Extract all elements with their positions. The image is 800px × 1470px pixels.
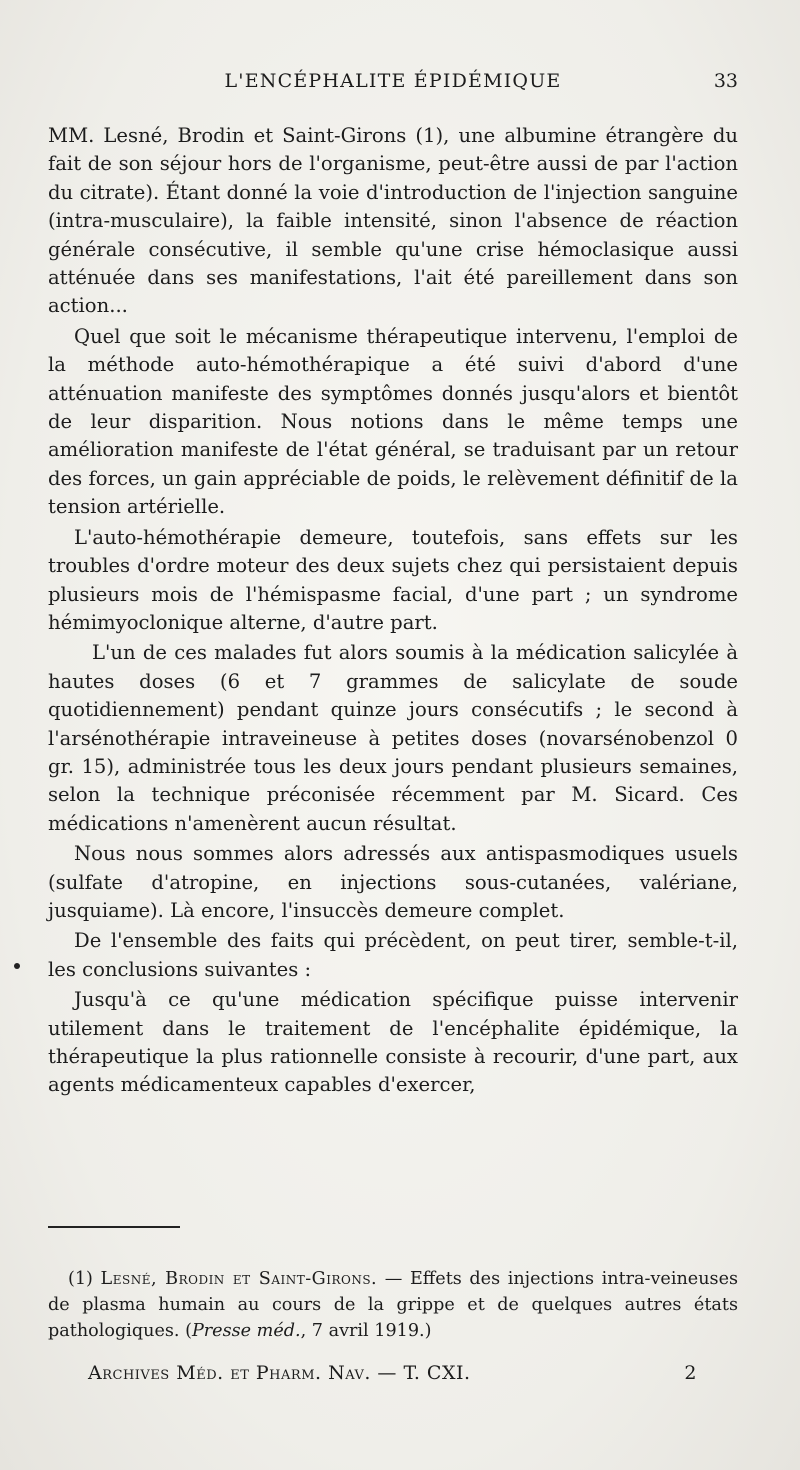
footnote-journal: Presse méd. (191, 1321, 301, 1341)
footnote-marker: (1) (68, 1269, 93, 1289)
publication-line: Archives Méd. et Pharm. Nav. — T. CXI. (88, 1362, 471, 1384)
page-number: 33 (713, 70, 738, 92)
paragraph-2: Quel que soit le mécanisme thérapeutique intervenu, l'emploi de la méthode auto-hémothérapique a été suivi d'abord d'une atténuation manifeste des symptômes donnés jusqu'alors et bientôt de leur disparition. Nous notions dans le même temps une amélioration manifeste de l'état général, se traduisant par un retour des forces, un gain appréciable de poids, le relèvement définitif de la tension artérielle. (48, 324, 738, 519)
signature-mark: 2 (684, 1362, 698, 1384)
paragraph-4: L'un de ces malades fut alors soumis à la médication salicylée à hautes doses (6 et 7 grammes de salicylate de soude quotidiennement) pendant quinze jours consécutifs ; le second à l'arsénothérapie intraveineuse à petites doses (novarsénobenzol 0 gr. 15), administrée tous les deux jours pendant plusieurs semaines, selon la technique préconisée récemment par M. Sicard. Ces médications n'amenèrent aucun résultat. (48, 641, 738, 835)
paragraph-3: L'auto-hémothérapie demeure, toutefois, sans effets sur les troubles d'ordre moteur des deux sujets chez qui persistaient depuis plusieurs mois de l'hémispasme facial, d'une part ; un syndrome hémimyoclonique alterne, d'autre part. (48, 525, 738, 634)
footnote-body: — Effets des injections intra-veineuses de plasma humain au cours de la grippe et de quelques autres états pathologiques. ( (48, 1269, 739, 1341)
footnote-text (48, 1266, 738, 1344)
footnote-date: , 7 avril 1919.) (300, 1321, 432, 1341)
running-head: L'ENCÉPHALITE ÉPIDÉMIQUE (224, 70, 562, 92)
page-header (48, 70, 738, 96)
page-footer (88, 1362, 698, 1384)
paragraph-7: Jusqu'à ce qu'une médication spécifique puisse intervenir utilement dans le traitement de l'encéphalite épidémique, la thérapeutique la plus rationnelle consiste à recourir, d'une part, aux agents médicamenteux capables d'exercer, (48, 988, 738, 1097)
paragraph-1: MM. Lesné, Brodin et Saint-Girons (1), une albumine étrangère du fait de son séjour hors de l'organisme, peut-être aussi de par l'action du citrate). Étant donné la voie d'introduction de l'injection sanguine (intra-musculaire), la faible intensité, sinon l'absence de réaction générale consécutive, il semble qu'une crise hémoclasique aussi atténuée dans ses manifestations, l'ait été pareillement dans son action... (48, 124, 738, 318)
body-text (48, 122, 738, 1100)
paragraph-6: De l'ensemble des faits qui précèdent, on peut tirer, semble-t-il, les conclusions suivantes : (48, 929, 738, 981)
footnote-authors: Lesné, Brodin et Saint-Girons. (100, 1269, 378, 1289)
margin-dot-mark (14, 963, 20, 969)
footnote (48, 1266, 738, 1344)
paragraph-5: Nous nous sommes alors adressés aux antispasmodiques usuels (sulfate d'atropine, en injections sous-cutanées, valériane, jusquiame). Là encore, l'insuccès demeure complet. (48, 842, 738, 922)
footnote-divider (48, 1226, 180, 1228)
